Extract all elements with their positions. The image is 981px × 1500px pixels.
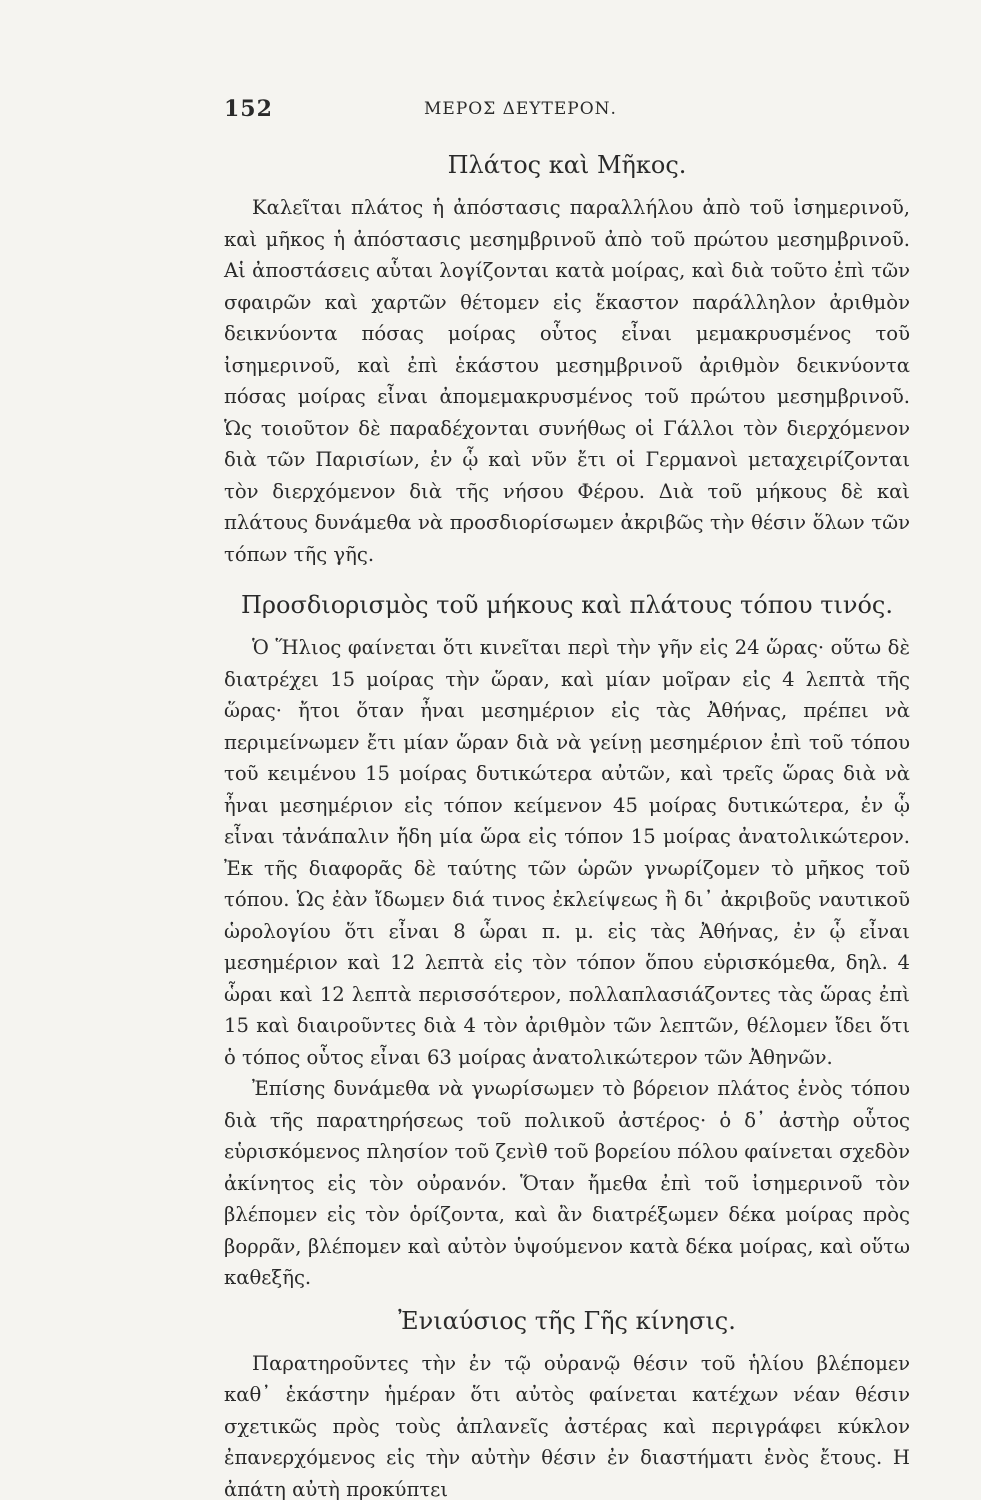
paragraph-latitude-longitude: Καλεῖται πλάτος ἡ ἀπόστασις παραλλήλου ἀπὸ τοῦ ἰσημερινοῦ, καὶ μῆκος ἡ ἀπόστασις μεσημβρινοῦ ἀπὸ τοῦ πρώτου μεσημβρινοῦ. Αἱ ἀποστάσεις αὗται λογίζονται κατὰ μοίρας, καὶ διὰ τοῦτο ἐπὶ τῶν σφαιρῶν καὶ χαρτῶν θέτομεν εἰς ἕκαστον παράλληλον ἀριθμὸν δεικνύοντα πόσας μοίρας οὗτος εἶναι μεμακρυσμένος τοῦ ἰσημερινοῦ, καὶ ἐπὶ ἑκάστου μεσημβρινοῦ ἀριθμὸν δεικνύοντα πόσας μοίρας εἶναι ἀπομεμακρυσμένος τοῦ πρώτου μεσημβρινοῦ. Ὡς τοιοῦτον δὲ παραδέχονται συνήθως οἱ Γάλλοι τὸν διερχόμενον διὰ τῶν Παρισίων, ἐν ᾧ καὶ νῦν ἔτι οἱ Γερμανοὶ μεταχειρίζονται τὸν διερχόμενον διὰ τῆς νήσου Φέρου. Διὰ τοῦ μήκους δὲ καὶ πλάτους δυνάμεθα νὰ προσδιορίσωμεν ἀκριβῶς τὴν θέσιν ὅλων τῶν τόπων τῆς γῆς. — [224, 196, 910, 566]
section-title-annual-motion: Ἐνιαύσιος τῆς Γῆς κίνησις. — [398, 1306, 736, 1335]
page-number: 152 — [224, 96, 273, 122]
paragraph-longitude-method: Ὁ Ἥλιος φαίνεται ὅτι κινεῖται περὶ τὴν γῆν εἰς 24 ὥρας· οὕτω δὲ διατρέχει 15 μοίρας τὴν ὥραν, καὶ μίαν μοῖραν εἰς 4 λεπτὰ τῆς ὥρας· ἤτοι ὅταν ἦναι μεσημέριον εἰς τὰς Ἀθήνας, πρέπει νὰ περιμείνωμεν ἔτι μίαν ὥραν διὰ νὰ γείνῃ μεσημέριον ἐπὶ τοῦ τόπου τοῦ κειμένου 15 μοίρας δυτικώτερα αὐτῶν, καὶ τρεῖς ὥρας διὰ νὰ ἦναι μεσημέριον εἰς τόπον κείμενον 45 μοίρας δυτικώτερα, ἐν ᾧ εἶναι τἀνάπαλιν ἤδη μία ὥρα εἰς τόπον 15 μοίρας ἀνατολικώτερον. Ἐκ τῆς διαφορᾶς δὲ ταύτης τῶν ὡρῶν γνωρίζομεν τὸ μῆκος τοῦ τόπου. Ὡς ἐὰν ἴδωμεν διά τινος ἐκλείψεως ἢ δι᾽ ἀκριβοῦς ναυτικοῦ ὡρολογίου ὅτι εἶναι 8 ὧραι π. μ. εἰς τὰς Ἀθήνας, ἐν ᾧ εἶναι μεσημέριον καὶ 12 λεπτὰ εἰς τὸν τόπον ὅπου εὑρισκόμεθα, δηλ. 4 ὧραι καὶ 12 λεπτὰ περισσότερον, πολλαπλασιάζοντες τὰς ὥρας ἐπὶ 15 καὶ διαιροῦντες διὰ 4 τὸν ἀριθμὸν τῶν λεπτῶν, θέλομεν ἴδει ὅτι ὁ τόπος οὗτος εἶναι 63 μοίρας ἀνατολικώτερον τῶν Ἀθηνῶν. — [224, 636, 910, 1069]
paragraph-annual-motion: Παρατηροῦντες τὴν ἐν τῷ οὐρανῷ θέσιν τοῦ ἡλίου βλέπομεν καθ᾽ ἑκάστην ἡμέραν ὅτι αὐτὸς φαίνεται κατέχων νέαν θέσιν σχετικῶς πρὸς τοὺς ἀπλανεῖς ἀστέρας καὶ περιγράφει κύκλον ἐπανερχόμενος εἰς τὴν αὐτὴν θέσιν ἐν διαστήματι ἑνὸς ἔτους. Η ἀπάτη αὐτὴ προκύπτει — [224, 1351, 910, 1500]
section-title-latitude-longitude: Πλάτος καὶ Μῆκος. — [447, 151, 687, 179]
paragraph-latitude-method: Ἐπίσης δυνάμεθα νὰ γνωρίσωμεν τὸ βόρειον πλάτος ἑνὸς τόπου διὰ τῆς παρατηρήσεως τοῦ πολικοῦ ἀστέρος· ὁ δ᾽ ἀστὴρ οὗτος εὑρισκόμενος πλησίον τοῦ ζενὶθ τοῦ βορείου πόλου φαίνεται σχεδὸν ἀκίνητος εἰς τὸν οὐρανόν. Ὅταν ἤμεθα ἐπὶ τοῦ ἰσημερινοῦ τὸν βλέπομεν εἰς τὸν ὁρίζοντα, καὶ ἂν διατρέξωμεν δέκα μοίρας πρὸς βορρᾶν, βλέπομεν καὶ αὐτὸν ὑψούμενον κατὰ δέκα μοίρας, καὶ οὕτω καθεξῆς. — [224, 1077, 910, 1289]
page-header — [224, 96, 904, 126]
running-head: ΜΕΡΟΣ ΔΕΥΤΕΡΟΝ. — [424, 99, 617, 119]
page-body — [224, 150, 910, 1500]
section-title-determination: Προσδιορισμὸς τοῦ μήκους καὶ πλάτους τόπου τινός. — [240, 591, 894, 619]
